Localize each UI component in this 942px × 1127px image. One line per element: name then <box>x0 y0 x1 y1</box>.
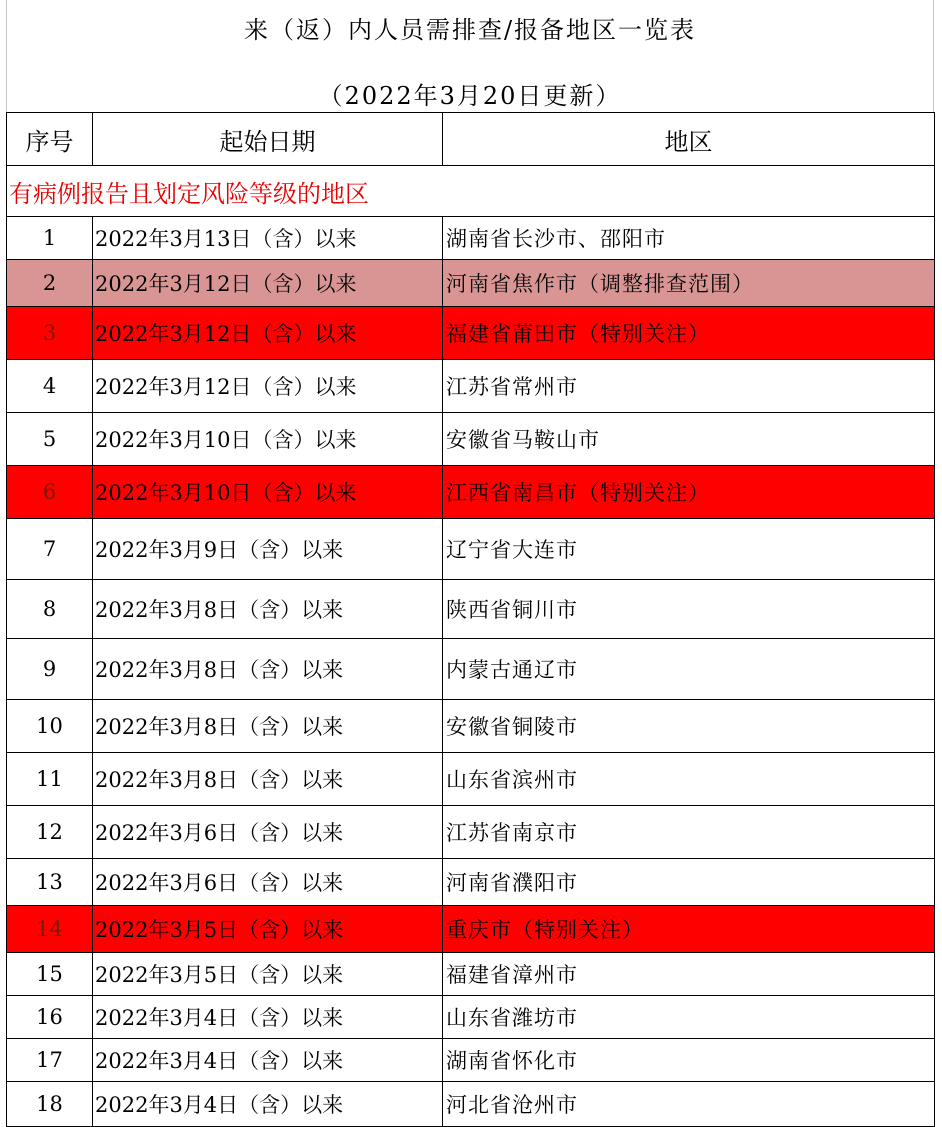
header-area[interactable]: 地区 <box>443 113 935 166</box>
row-number[interactable]: 13 <box>7 859 93 906</box>
table-row <box>7 413 935 466</box>
row-start-date[interactable]: 2022年3月6日（含）以来 <box>93 859 443 906</box>
section-row <box>7 166 935 217</box>
row-area[interactable]: 福建省漳州市 <box>443 953 935 996</box>
title-block <box>6 0 934 112</box>
table-row <box>7 806 935 859</box>
row-area[interactable]: 内蒙古通辽市 <box>443 639 935 700</box>
row-start-date[interactable]: 2022年3月6日（含）以来 <box>93 806 443 859</box>
row-area[interactable]: 安徽省铜陵市 <box>443 700 935 753</box>
row-start-date[interactable]: 2022年3月8日（含）以来 <box>93 580 443 639</box>
table-row <box>7 639 935 700</box>
row-number[interactable]: 18 <box>7 1082 93 1127</box>
row-number[interactable]: 7 <box>7 519 93 580</box>
row-area[interactable]: 河南省焦作市（调整排查范围） <box>443 260 935 307</box>
table-row <box>7 580 935 639</box>
row-start-date[interactable]: 2022年3月4日（含）以来 <box>93 1039 443 1082</box>
row-area[interactable]: 安徽省马鞍山市 <box>443 413 935 466</box>
row-area[interactable]: 福建省莆田市（特别关注） <box>443 307 935 360</box>
table-row <box>7 466 935 519</box>
table-row <box>7 953 935 996</box>
document-title: 来（返）内人员需排查/报备地区一览表 <box>243 16 697 44</box>
row-area[interactable]: 江苏省南京市 <box>443 806 935 859</box>
row-start-date[interactable]: 2022年3月8日（含）以来 <box>93 639 443 700</box>
row-start-date[interactable]: 2022年3月10日（含）以来 <box>93 413 443 466</box>
update-date: （2022年3月20日更新） <box>318 82 622 110</box>
row-number[interactable]: 16 <box>7 996 93 1039</box>
row-area[interactable]: 辽宁省大连市 <box>443 519 935 580</box>
table-row <box>7 519 935 580</box>
table-row <box>7 1039 935 1082</box>
row-start-date[interactable]: 2022年3月4日（含）以来 <box>93 996 443 1039</box>
row-start-date[interactable]: 2022年3月13日（含）以来 <box>93 217 443 260</box>
row-number[interactable]: 10 <box>7 700 93 753</box>
row-area[interactable]: 湖南省长沙市、邵阳市 <box>443 217 935 260</box>
row-start-date[interactable]: 2022年3月10日（含）以来 <box>93 466 443 519</box>
row-area[interactable]: 陕西省铜川市 <box>443 580 935 639</box>
row-number[interactable]: 12 <box>7 806 93 859</box>
row-area[interactable]: 山东省滨州市 <box>443 753 935 806</box>
row-start-date[interactable]: 2022年3月8日（含）以来 <box>93 753 443 806</box>
row-area[interactable]: 山东省潍坊市 <box>443 996 935 1039</box>
row-start-date[interactable]: 2022年3月12日（含）以来 <box>93 360 443 413</box>
row-start-date[interactable]: 2022年3月4日（含）以来 <box>93 1082 443 1127</box>
row-area[interactable]: 河北省沧州市 <box>443 1082 935 1127</box>
row-number[interactable]: 15 <box>7 953 93 996</box>
header-start-date[interactable]: 起始日期 <box>93 113 443 166</box>
row-number[interactable]: 17 <box>7 1039 93 1082</box>
row-start-date[interactable]: 2022年3月9日（含）以来 <box>93 519 443 580</box>
table-row <box>7 1082 935 1127</box>
row-number[interactable]: 8 <box>7 580 93 639</box>
row-number[interactable]: 14 <box>7 906 93 953</box>
row-area[interactable]: 湖南省怀化市 <box>443 1039 935 1082</box>
row-number[interactable]: 6 <box>7 466 93 519</box>
row-area[interactable]: 河南省濮阳市 <box>443 859 935 906</box>
table-row <box>7 906 935 953</box>
row-area[interactable]: 重庆市（特别关注） <box>443 906 935 953</box>
row-start-date[interactable]: 2022年3月5日（含）以来 <box>93 953 443 996</box>
table-row <box>7 753 935 806</box>
table-row <box>7 217 935 260</box>
section-label[interactable]: 有病例报告且划定风险等级的地区 <box>7 166 935 217</box>
spreadsheet <box>6 0 934 1127</box>
row-number[interactable]: 9 <box>7 639 93 700</box>
table-row <box>7 700 935 753</box>
row-number[interactable]: 1 <box>7 217 93 260</box>
header-number[interactable]: 序号 <box>7 113 93 166</box>
row-area[interactable]: 江西省南昌市（特别关注） <box>443 466 935 519</box>
header-row <box>7 113 935 166</box>
row-number[interactable]: 5 <box>7 413 93 466</box>
table-row <box>7 996 935 1039</box>
table-row <box>7 307 935 360</box>
row-number[interactable]: 11 <box>7 753 93 806</box>
row-number[interactable]: 4 <box>7 360 93 413</box>
row-start-date[interactable]: 2022年3月12日（含）以来 <box>93 260 443 307</box>
table-row <box>7 859 935 906</box>
row-start-date[interactable]: 2022年3月5日（含）以来 <box>93 906 443 953</box>
table-row <box>7 360 935 413</box>
region-table <box>6 112 935 1127</box>
row-number[interactable]: 2 <box>7 260 93 307</box>
row-start-date[interactable]: 2022年3月12日（含）以来 <box>93 307 443 360</box>
row-number[interactable]: 3 <box>7 307 93 360</box>
table-row <box>7 260 935 307</box>
row-start-date[interactable]: 2022年3月8日（含）以来 <box>93 700 443 753</box>
row-area[interactable]: 江苏省常州市 <box>443 360 935 413</box>
